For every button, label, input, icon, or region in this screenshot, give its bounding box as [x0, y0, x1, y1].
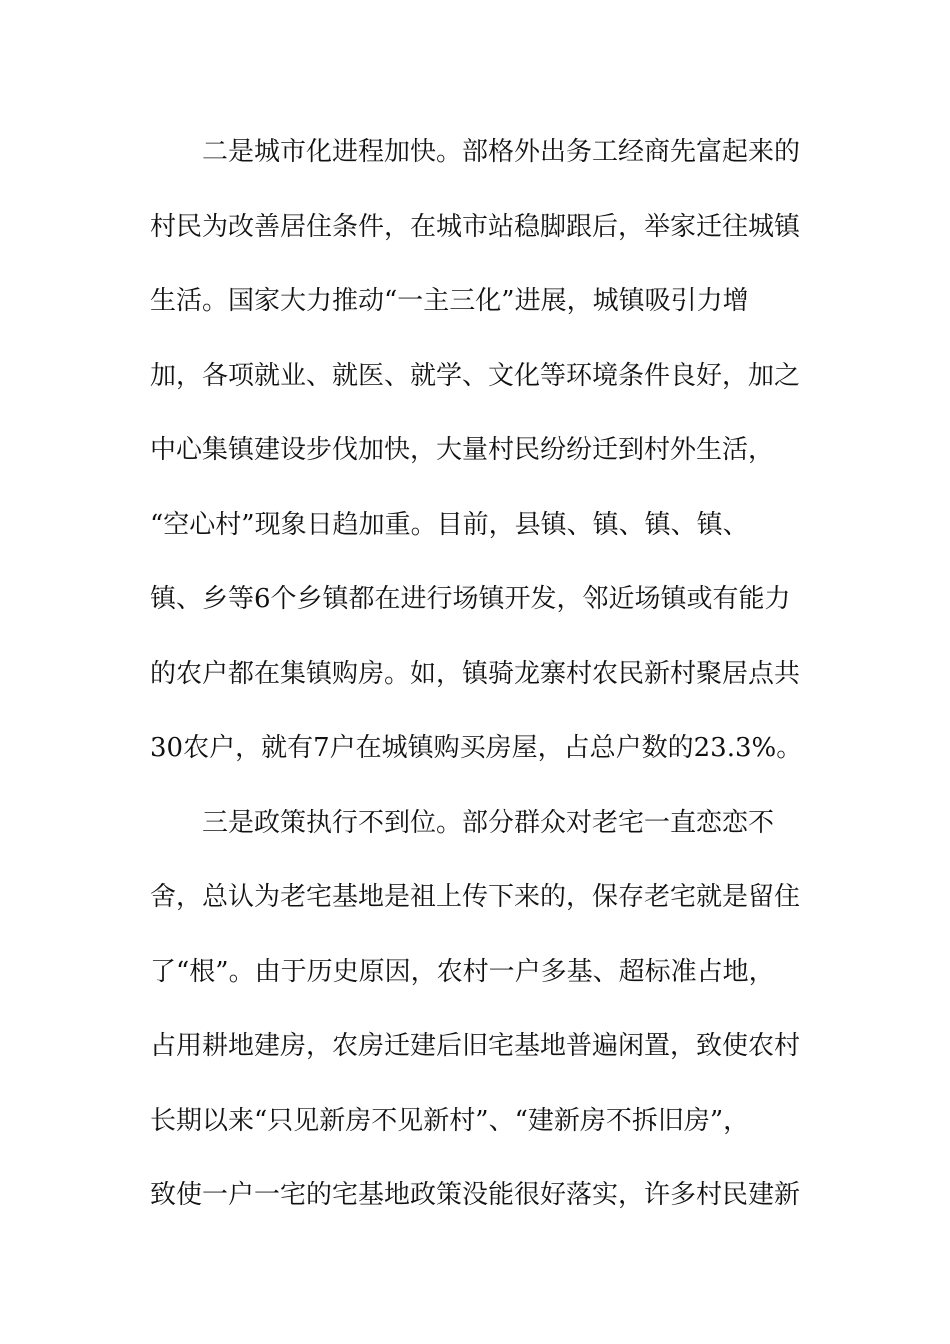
paragraph-line: 舍，总认为老宅基地是祖上传下来的，保存老宅就是留住: [150, 882, 801, 912]
paragraph-line: 三是政策执行不到位。部分群众对老宅一直恋恋不: [202, 807, 775, 838]
paragraph-line: 生活。国家大力推动“一主三化”进展，城镇吸引力增: [150, 286, 749, 316]
paragraph-line: 镇、乡等6个乡镇都在进行场镇开发，邻近场镇或有能力: [150, 584, 791, 614]
paragraph-line: 了“根”。由于历史原因，农村一户多基、超标准占地，: [150, 956, 775, 987]
paragraph-line: “空心村”现象日趋加重。目前，县镇、镇、镇、镇、: [150, 509, 749, 540]
paragraph-line: 的农户都在集镇购房。如，镇骑龙寨村农民新村聚居点共: [150, 658, 801, 689]
paragraph-line: 长期以来“只见新房不见新村”、“建新房不拆旧房”，: [150, 1105, 750, 1136]
paragraph-line: 村民为改善居住条件，在城市站稳脚跟后，举家迁往城镇: [150, 211, 801, 242]
paragraph-line: 二是城市化进程加快。部格外出务工经商先富起来的: [202, 137, 801, 167]
body-text: [150, 128, 803, 1246]
paragraph-line: 致使一户一宅的宅基地政策没能很好落实，许多村民建新: [150, 1180, 801, 1210]
paragraph-line: 30农户，就有7户在城镇购买房屋，占总户数的23.3%。: [150, 733, 803, 763]
paragraph-line: 占用耕地建房，农房迁建后旧宅基地普遍闲置，致使农村: [150, 1031, 801, 1061]
paragraph-line: 中心集镇建设步伐加快，大量村民纷纷迁到村外生活，: [150, 435, 775, 465]
paragraph-line: 加，各项就业、就医、就学、文化等环境条件良好，加之: [150, 360, 801, 391]
